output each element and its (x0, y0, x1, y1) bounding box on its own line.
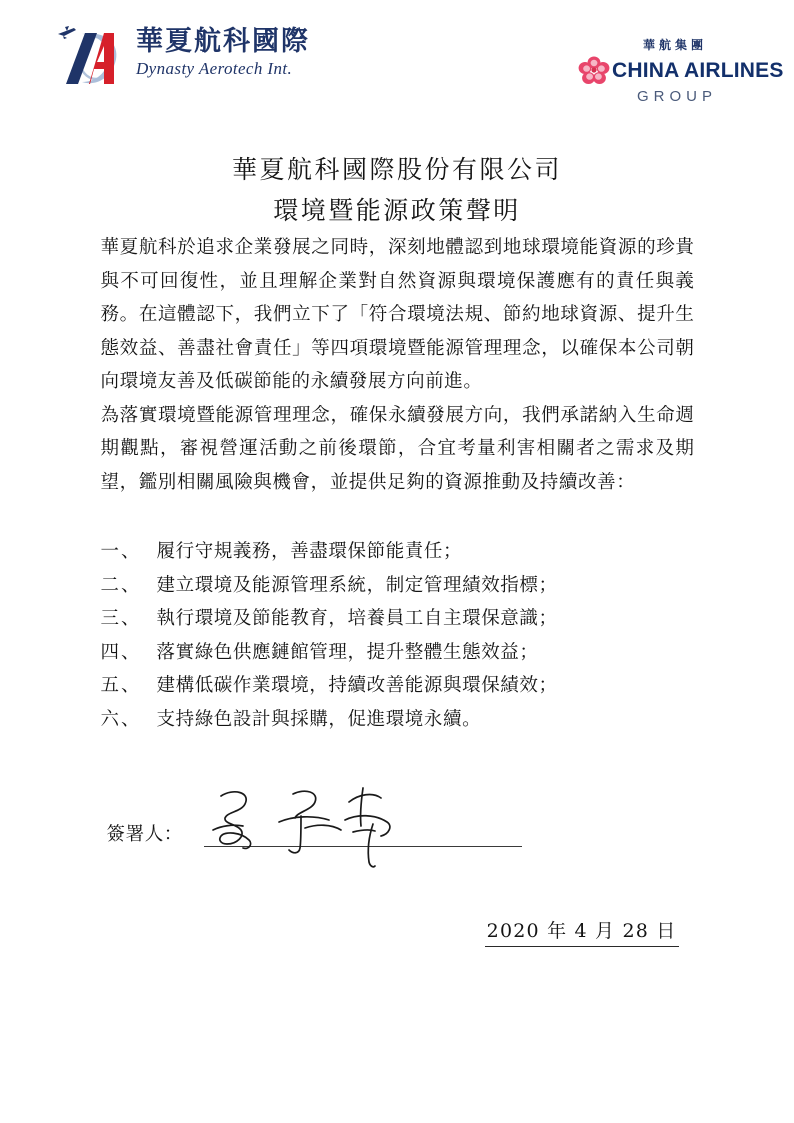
dynasty-aerotech-chinese-name: 華夏航科國際 (136, 26, 310, 57)
list-item (101, 602, 695, 636)
list-item-text: 建構低碳作業環境，持續改善能源與環保績效； (156, 675, 558, 696)
handwritten-signature-icon (197, 784, 437, 870)
page-header (0, 0, 794, 118)
signature-line (204, 846, 522, 847)
list-item (101, 535, 695, 569)
dynasty-aerotech-wordmark (136, 24, 310, 79)
commitments-list (101, 535, 695, 736)
document-title-line-2: 環境暨能源政策聲明 (273, 195, 521, 225)
document-title (0, 150, 794, 231)
plum-blossom-icon (578, 55, 610, 85)
list-item (101, 569, 695, 603)
list-item-marker: 四、 (100, 641, 142, 663)
list-item-text: 執行環境及節能教育，培養員工自主環保意識； (156, 608, 558, 629)
list-item-marker: 一、 (100, 541, 142, 562)
signature-label: 簽署人： (106, 824, 183, 845)
list-item-text: 支持綠色設計與採購，促進環境永續。 (156, 708, 482, 730)
list-item-text: 建立環境及能源管理系統，制定管理績效指標； (156, 574, 558, 596)
date-row (101, 916, 695, 947)
policy-paragraph-2: 為落實環境暨能源管理理念，確保永續發展方向，我們承諾納入生命週期觀點，審視營運活動之前後環節，合宜考量利害相關者之需求及期望，鑑別相關風險與機會，並提供足夠的資源推動及持續改善： (100, 404, 695, 493)
dynasty-aerotech-logo-icon (52, 24, 130, 90)
list-item-marker: 五、 (100, 675, 142, 696)
list-item-marker: 二、 (100, 574, 142, 596)
policy-paragraph-1: 華夏航科於追求企業發展之同時，深刻地體認到地球環境能資源的珍貴與不可回復性，並且理解企業對自然資源與環境保護應有的責任與義務。在這體認下，我們立下了「符合環境法規、節約地球資源、提升生態效益、善盡社會責任」等四項環境暨能源管理理念，以確保本公司朝向環境友善及低碳節能的永續發展方向前進。 (100, 237, 695, 392)
list-item-marker: 六、 (100, 708, 142, 730)
document-title-line-1: 華夏航科國際股份有限公司 (231, 155, 562, 184)
china-airlines-group-label: GROUP (636, 88, 717, 105)
dynasty-aerotech-english-name: Dynasty Aerotech Int. (136, 59, 293, 79)
signature-block (101, 788, 695, 858)
list-item-text: 落實綠色供應鏈館管理，提升整體生態效益； (156, 641, 539, 663)
list-item (101, 636, 695, 670)
signature-date: 2020 年 4 月 28 日 (485, 916, 679, 947)
policy-statement-document (0, 150, 794, 947)
dynasty-aerotech-brand (52, 24, 310, 90)
china-airlines-english-name: CHINA AIRLINES (612, 58, 784, 82)
list-item (101, 703, 695, 737)
list-item-text: 履行守規義務，善盡環保節能責任； (156, 541, 463, 562)
list-item-marker: 三、 (100, 608, 142, 629)
list-item (101, 669, 695, 703)
china-airlines-brand (578, 36, 784, 105)
china-airlines-chinese-name: 華航集團 (642, 38, 707, 52)
